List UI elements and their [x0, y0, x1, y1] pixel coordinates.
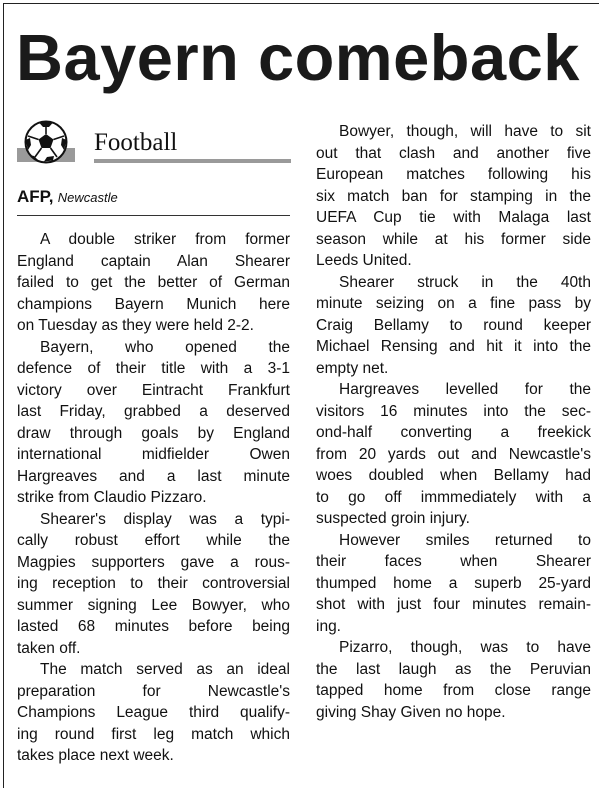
article-line: season while at his former side	[316, 230, 591, 248]
headline: Bayern comeback	[16, 21, 580, 94]
article-line: Michael Rensing and hit it into the	[316, 338, 591, 355]
article-line: six match ban for stamping in the	[316, 187, 591, 205]
article-line: ing.	[316, 617, 341, 635]
article-line: on Tuesday as they were held 2-2.	[17, 317, 254, 334]
article-line: Shearer's display was a typi-	[40, 510, 290, 528]
article-line: last Friday, grabbed a deserved	[17, 403, 290, 420]
article-line: Pizarro, though, was to have	[339, 639, 591, 656]
article-line: takes place next week.	[17, 747, 174, 764]
article-line: draw through goals by England	[17, 424, 290, 442]
article-column-right	[316, 121, 591, 723]
article-line: victory over Eintracht Frankfurt	[17, 381, 290, 399]
byline	[17, 186, 118, 209]
article-line: out that clash and another five	[316, 144, 591, 162]
article-line: giving Shay Given no hope.	[316, 703, 506, 721]
article-line: England captain Alan Shearer	[17, 252, 290, 270]
article-line: from 20 yards out and Newcastle's	[316, 445, 591, 463]
article-line: to go off immmediately with a	[316, 488, 591, 506]
article-line: strike from Claudio Pizzaro.	[17, 489, 207, 506]
article-line: defence of their title with a 3-1	[17, 360, 290, 377]
article-line: However smiles returned to	[339, 531, 591, 549]
article-line: suspected groin injury.	[316, 510, 470, 527]
byline-location: Newcastle	[57, 190, 118, 205]
article-line: tapped home from close range	[316, 682, 591, 699]
article-line: Champions League third qualify-	[17, 704, 290, 721]
article-line: European matches following his	[316, 166, 591, 183]
frame-left-border	[3, 3, 4, 788]
article-line: woes doubled when Bellamy had	[316, 467, 591, 484]
article-column-left	[17, 229, 290, 767]
article-line: lasted 68 minutes before being	[17, 618, 290, 635]
article-line: international midfielder Owen	[17, 446, 290, 463]
section-label: Football	[94, 129, 178, 156]
soccer-ball-icon	[17, 120, 75, 164]
section-underline	[94, 159, 291, 163]
section-header	[17, 118, 291, 166]
article-line: the last laugh as the Peruvian	[316, 660, 591, 678]
byline-agency: AFP,	[17, 187, 54, 206]
article-line: Leeds United.	[316, 252, 412, 269]
frame-top-border	[3, 3, 599, 4]
article-line: shot with just four minutes remain-	[316, 596, 591, 613]
article-line: UEFA Cup tie with Malaga last	[316, 209, 591, 226]
article-line: A double striker from former	[40, 231, 290, 248]
article-line: Hargreaves and a last minute	[17, 467, 290, 485]
article-line: Bowyer, though, will have to sit	[339, 123, 591, 140]
article-line: champions Bayern Munich here	[17, 295, 290, 313]
article-line: The match served as an ideal	[40, 661, 290, 678]
article-line: ing reception to their controversial	[17, 575, 290, 592]
article-line: their faces when Shearer	[316, 553, 591, 570]
article-line: failed to get the better of German	[17, 274, 290, 291]
article-line: thumped home a superb 25-yard	[316, 574, 591, 592]
article-line: visitors 16 minutes into the sec-	[316, 402, 591, 420]
article-line: preparation for Newcastle's	[17, 682, 290, 700]
article-line: minute seizing on a fine pass by	[316, 295, 591, 312]
article-line: Craig Bellamy to round keeper	[316, 316, 591, 334]
article-line: Bayern, who opened the	[40, 338, 290, 356]
article-line: Magpies supporters gave a rous-	[17, 553, 290, 571]
article-line: Hargreaves levelled for the	[339, 381, 591, 398]
article-line: ond-half converting a freekick	[316, 424, 591, 441]
byline-divider	[17, 215, 290, 216]
article-line: cally robust effort while the	[17, 532, 290, 549]
article-line: ing round first leg match which	[17, 725, 290, 743]
article-line: taken off.	[17, 639, 81, 657]
article-line: empty net.	[316, 359, 389, 377]
article-line: summer signing Lee Bowyer, who	[17, 596, 290, 614]
article-line: Shearer struck in the 40th	[339, 273, 591, 291]
